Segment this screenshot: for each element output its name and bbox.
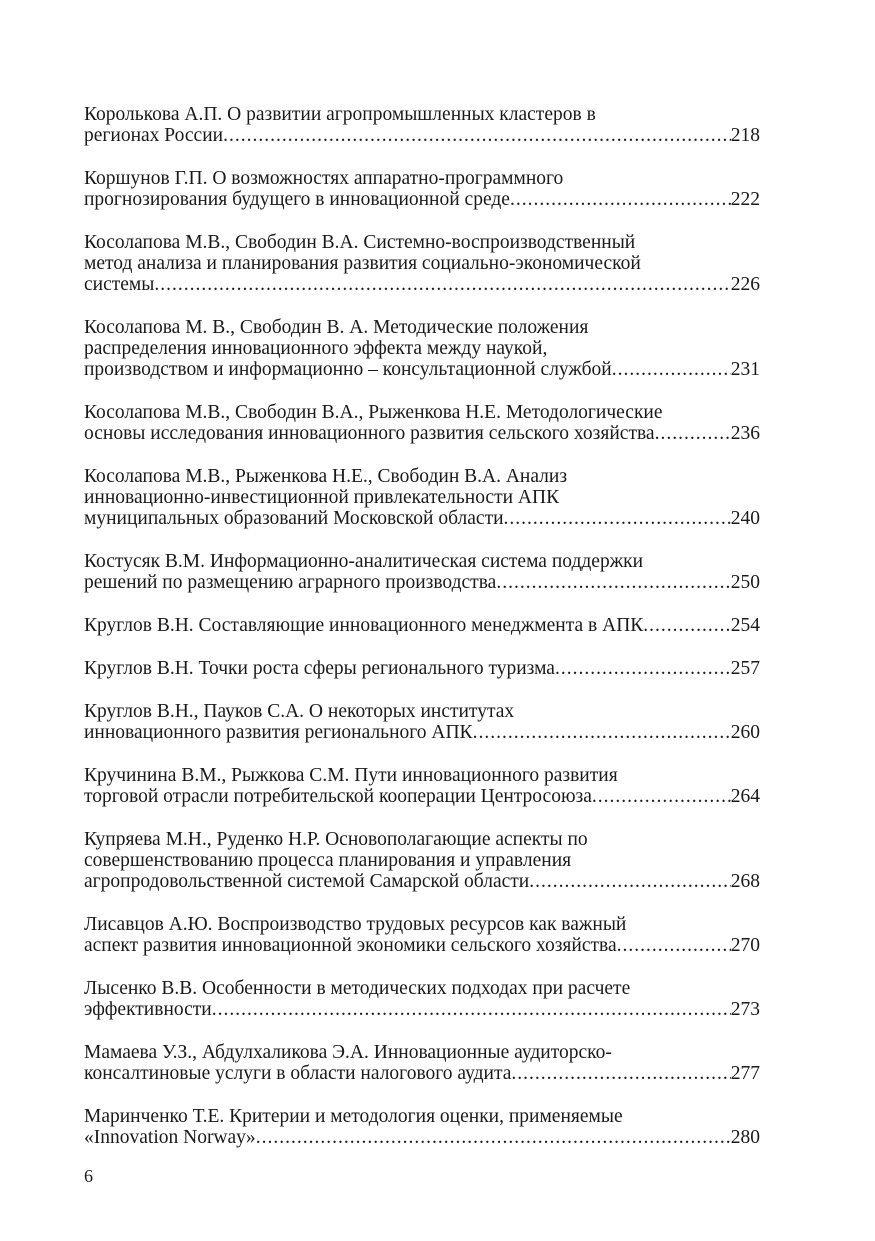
toc-entry <box>84 914 760 956</box>
toc-entry-last-line <box>84 871 760 892</box>
toc-entry <box>84 168 760 210</box>
toc-entry-line: торговой отрасли потребительской кооперации Центросоюза <box>84 786 592 807</box>
toc-entry-line: регионах России <box>84 125 224 146</box>
toc-entry-page: 260 <box>730 722 760 743</box>
toc-entry-last-line <box>84 1127 760 1148</box>
toc-entry <box>84 658 760 679</box>
dot-leader <box>592 786 731 807</box>
dot-leader <box>617 935 731 956</box>
dot-leader <box>473 722 731 743</box>
dot-leader <box>496 572 730 593</box>
toc-entry-page: 280 <box>730 1127 760 1148</box>
toc-entry-line: Лысенко В.В. Особенности в методических подходах при расчете <box>84 978 631 999</box>
toc-entry-line: консалтиновые услуги в области налогового аудита <box>84 1063 512 1084</box>
dot-leader <box>223 125 731 146</box>
toc-entry-last-line <box>84 722 760 743</box>
toc-entry-line: Коршунов Г.П. О возможностях аппаратно-программного <box>84 168 564 189</box>
toc-entry <box>84 551 760 593</box>
toc-entry-line: прогнозирования будущего в инновационной среде <box>84 189 510 210</box>
toc-entry-line: Костусяк В.М. Информационно-аналитическая система поддержки <box>84 551 644 572</box>
toc-entry <box>84 317 760 380</box>
dot-leader <box>529 871 731 892</box>
toc-entry-last-line <box>84 125 760 146</box>
toc-entry-line: основы исследования инновационного развития сельского хозяйства <box>84 423 655 444</box>
toc-entry <box>84 232 760 295</box>
toc-entry-line: Королькова А.П. О развитии агропромышленных кластеров в <box>84 104 596 125</box>
toc-entry-line: аспект развития инновационной экономики сельского хозяйства <box>84 935 617 956</box>
dot-leader <box>154 274 730 295</box>
toc-entry-line: Кручинина В.М., Рыжкова С.М. Пути инновационного развития <box>84 765 618 786</box>
dot-leader <box>256 1127 731 1148</box>
toc-entry-last-line <box>84 508 760 529</box>
toc-entry-page: 226 <box>730 274 760 295</box>
dot-leader <box>655 423 731 444</box>
toc-entry-line: распределения инновационного эффекта между наукой, <box>84 338 548 359</box>
page-number: 6 <box>84 1166 93 1186</box>
toc-entry <box>84 1106 760 1148</box>
toc-entry-page: 254 <box>730 615 760 636</box>
dot-leader <box>511 1063 730 1084</box>
toc-entry-line: Круглов В.Н. Составляющие инновационного менеджмента в АПК <box>84 615 644 636</box>
toc-entry-line: Косолапова М.В., Рыженкова Н.Е., Свободин В.А. Анализ <box>84 466 568 487</box>
dot-leader <box>212 999 731 1020</box>
toc-entry-last-line <box>84 1063 760 1084</box>
toc-entry-page: 218 <box>730 125 760 146</box>
toc-entry-line: совершенствованию процесса планирования и управления <box>84 850 572 871</box>
toc-entry-page: 268 <box>730 871 760 892</box>
toc-entry-last-line <box>84 359 760 380</box>
toc-entry <box>84 829 760 892</box>
toc-entry-line: решений по размещению аграрного производства <box>84 572 497 593</box>
toc-entry-line: Маринченко Т.Е. Критерии и методология оценки, применяемые <box>84 1106 623 1127</box>
toc-entry-line: «Innovation Norway» <box>84 1127 256 1148</box>
dot-leader <box>510 189 731 210</box>
toc-entry-line: метод анализа и планирования развития социально-экономической <box>84 253 641 274</box>
toc-entry-line: Круглов В.Н. Точки роста сферы регионального туризма <box>84 658 555 679</box>
toc-entry-last-line <box>84 615 760 636</box>
table-of-contents <box>84 104 760 1170</box>
toc-entry-page: 257 <box>730 658 760 679</box>
toc-entry-page: 240 <box>730 508 760 529</box>
toc-entry-line: Купряева М.Н., Руденко Н.Р. Основополагающие аспекты по <box>84 829 588 850</box>
toc-entry-page: 277 <box>730 1063 760 1084</box>
dot-leader <box>504 508 731 529</box>
toc-entry <box>84 701 760 743</box>
toc-entry <box>84 765 760 807</box>
toc-entry-line: Лисавцов А.Ю. Воспроизводство трудовых ресурсов как важный <box>84 914 627 935</box>
toc-entry-last-line <box>84 658 760 679</box>
toc-entry-last-line <box>84 423 760 444</box>
toc-entry-line: производством и информационно – консультационной службой <box>84 359 612 380</box>
toc-entry-page: 222 <box>730 189 760 210</box>
toc-entry-page: 273 <box>730 999 760 1020</box>
dot-leader <box>612 359 731 380</box>
toc-entry-line: системы <box>84 274 155 295</box>
toc-entry-line: Косолапова М.В., Свободин В.А. Системно-воспроизводственный <box>84 232 636 253</box>
toc-entry <box>84 615 760 636</box>
toc-entry <box>84 978 760 1020</box>
toc-entry-last-line <box>84 786 760 807</box>
toc-entry-line: Косолапова М.В., Свободин В.А., Рыженкова Н.Е. Методологические <box>84 402 663 423</box>
toc-entry <box>84 1042 760 1084</box>
toc-entry-line: Круглов В.Н., Пауков С.А. О некоторых институтах <box>84 701 515 722</box>
dot-leader <box>555 658 731 679</box>
toc-entry-last-line <box>84 935 760 956</box>
toc-entry-line: эффективности <box>84 999 212 1020</box>
toc-entry-page: 231 <box>730 359 760 380</box>
toc-entry <box>84 466 760 529</box>
toc-entry-line: муниципальных образований Московской области <box>84 508 504 529</box>
toc-entry-last-line <box>84 274 760 295</box>
toc-entry-line: агропродовольственной системой Самарской области <box>84 871 530 892</box>
toc-entry-page: 270 <box>730 935 760 956</box>
toc-entry-page: 236 <box>730 423 760 444</box>
dot-leader <box>643 615 730 636</box>
toc-entry-page: 264 <box>730 786 760 807</box>
toc-entry-line: Мамаева У.З., Абдулхаликова Э.А. Инновационные аудиторско- <box>84 1042 612 1063</box>
toc-entry-last-line <box>84 189 760 210</box>
toc-entry-line: инновационного развития регионального АПК <box>84 722 473 743</box>
toc-entry <box>84 402 760 444</box>
toc-entry-line: инновационно-инвестиционной привлекательности АПК <box>84 487 560 508</box>
toc-entry-line: Косолапова М. В., Свободин В. А. Методические положения <box>84 317 589 338</box>
toc-entry-last-line <box>84 999 760 1020</box>
toc-entry-page: 250 <box>730 572 760 593</box>
toc-entry-last-line <box>84 572 760 593</box>
toc-entry <box>84 104 760 146</box>
